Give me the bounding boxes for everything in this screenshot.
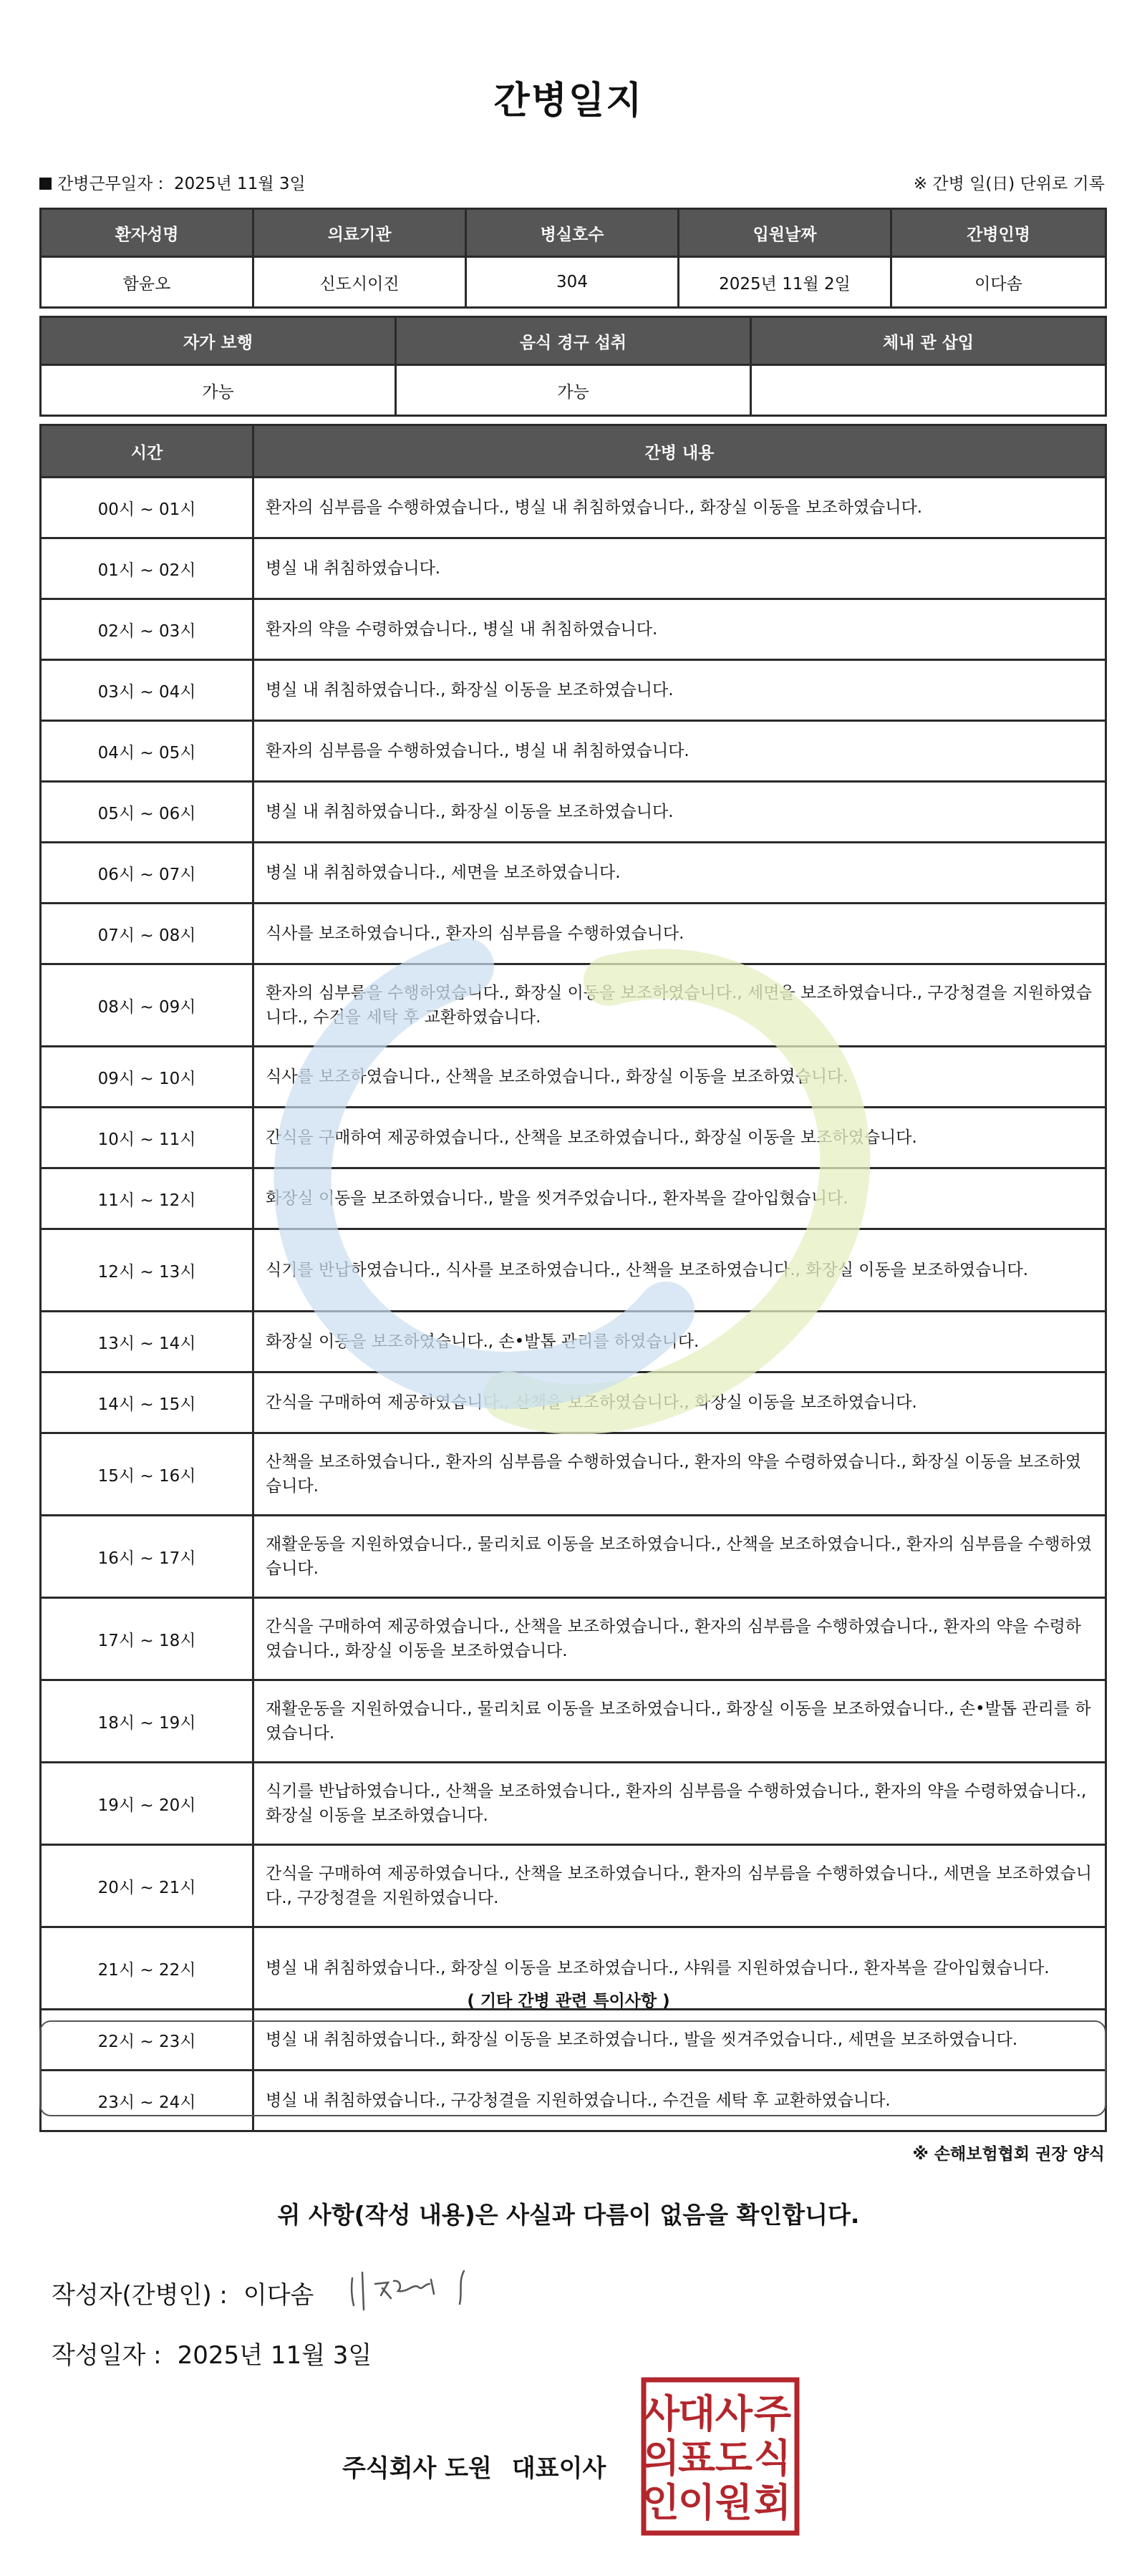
table-row <box>41 1845 1106 1927</box>
time-cell: 15시 ~ 16시 <box>41 1433 253 1516</box>
confirmation-statement: 위 사항(작성 내용)은 사실과 다름이 없음을 확인합니다. <box>277 2201 860 2229</box>
table-row <box>41 660 1106 721</box>
time-cell: 06시 ~ 07시 <box>41 843 253 904</box>
care-content-cell: 환자의 심부름을 수행하였습니다., 병실 내 취침하였습니다., 화장실 이동을 보조하였습니다. <box>253 478 1106 538</box>
time-cell: 07시 ~ 08시 <box>41 904 253 964</box>
seal-glyph: 도 <box>715 2436 753 2481</box>
table-row <box>41 843 1106 904</box>
seal-glyph: 대 <box>677 2391 716 2436</box>
table-row <box>41 1108 1106 1168</box>
admission-date: 2025년 11월 2일 <box>679 257 891 308</box>
table-row <box>41 1047 1106 1108</box>
time-cell: 16시 ~ 17시 <box>41 1516 253 1598</box>
table-row <box>41 1763 1106 1845</box>
hospital-name: 신도시이진 <box>253 257 466 308</box>
care-content-cell: 식기를 반납하였습니다., 산책을 보조하였습니다., 환자의 심부름을 수행하였습니다., 환자의 약을 수령하였습니다., 화장실 이동을 보조하였습니다. <box>253 1763 1106 1845</box>
header-care-content: 간병 내용 <box>253 425 1106 478</box>
seal-glyph: 인 <box>642 2480 680 2525</box>
header-patient-name: 환자성명 <box>41 209 253 257</box>
care-content-cell: 식사를 보조하였습니다., 환자의 심부름을 수행하였습니다. <box>253 904 1106 964</box>
time-cell: 11시 ~ 12시 <box>41 1168 253 1229</box>
square-bullet-icon <box>39 178 52 190</box>
table-row <box>41 1372 1106 1433</box>
seal-glyph: 표 <box>677 2436 716 2481</box>
log-header-row <box>41 425 1106 478</box>
table-row <box>41 599 1106 660</box>
source-note: ※ 손해보험협회 권장 양식 <box>912 2145 1105 2164</box>
header-time: 시간 <box>41 425 253 478</box>
care-content-cell: 병실 내 취침하였습니다., 화장실 이동을 보조하였습니다. <box>253 660 1106 721</box>
header-room-number: 병실호수 <box>466 209 679 257</box>
table-row <box>41 1516 1106 1598</box>
time-cell: 08시 ~ 09시 <box>41 964 253 1047</box>
writer-line <box>52 2275 314 2310</box>
time-cell: 21시 ~ 22시 <box>41 1927 253 2010</box>
care-log-table <box>39 424 1107 2132</box>
time-cell: 03시 ~ 04시 <box>41 660 253 721</box>
company-seal-stamp <box>641 2377 800 2536</box>
document-title: 간병일지 <box>493 79 644 122</box>
unit-note: ※ 간병 일(日) 단위로 기록 <box>913 175 1105 193</box>
table-row <box>41 1598 1106 1680</box>
write-date-line <box>52 2335 372 2371</box>
status-header-row <box>41 317 1106 365</box>
care-content-cell: 간식을 구매하여 제공하였습니다., 산책을 보조하였습니다., 환자의 심부름을 수행하였습니다., 환자의 약을 수령하였습니다., 화장실 이동을 보조하였습니다. <box>253 1598 1106 1680</box>
care-content-cell: 병실 내 취침하였습니다., 화장실 이동을 보조하였습니다., 발을 씻겨주었습니다., 세면을 보조하였습니다. <box>253 2010 1106 2071</box>
time-cell: 22시 ~ 23시 <box>41 2010 253 2071</box>
care-content-cell: 병실 내 취침하였습니다., 화장실 이동을 보조하였습니다. <box>253 782 1106 843</box>
company-representative: 대표이사 <box>511 2454 606 2483</box>
table-row <box>41 1312 1106 1372</box>
table-row <box>41 1229 1106 1312</box>
writer-label: 작성자(간병인) : <box>52 2281 228 2310</box>
care-content-cell: 병실 내 취침하였습니다., 세면을 보조하였습니다. <box>253 843 1106 904</box>
care-content-cell: 화장실 이동을 보조하였습니다., 손•발톱 관리를 하였습니다. <box>253 1312 1106 1372</box>
company-line <box>342 2449 606 2484</box>
care-content-cell: 간식을 구매하여 제공하였습니다., 산책을 보조하였습니다., 화장실 이동을 보조하였습니다. <box>253 1108 1106 1168</box>
oral-intake-value: 가능 <box>396 365 751 416</box>
table-row <box>41 964 1106 1047</box>
time-cell: 14시 ~ 15시 <box>41 1372 253 1433</box>
writer-name: 이다솜 <box>243 2281 314 2310</box>
write-date-value: 2025년 11월 3일 <box>177 2341 372 2370</box>
patient-info-table <box>39 208 1107 309</box>
seal-glyph: 원 <box>715 2480 753 2525</box>
seal-glyph: 주 <box>753 2391 792 2436</box>
seal-glyph: 이 <box>677 2480 716 2525</box>
patient-header-row <box>41 209 1106 257</box>
care-content-cell: 재활운동을 지원하였습니다., 물리치료 이동을 보조하였습니다., 산책을 보조하였습니다., 환자의 심부름을 수행하였습니다. <box>253 1516 1106 1598</box>
handwritten-signature <box>344 2262 494 2313</box>
care-content-cell: 환자의 약을 수령하였습니다., 병실 내 취침하였습니다. <box>253 599 1106 660</box>
patient-status-table <box>39 316 1107 417</box>
self-walking-value: 가능 <box>41 365 396 416</box>
time-cell: 19시 ~ 20시 <box>41 1763 253 1845</box>
care-content-cell: 환자의 심부름을 수행하였습니다., 병실 내 취침하였습니다. <box>253 721 1106 782</box>
time-cell: 10시 ~ 11시 <box>41 1108 253 1168</box>
care-content-cell: 환자의 심부름을 수행하였습니다., 화장실 이동을 보조하였습니다., 세면을 보조하였습니다., 구강청결을 지원하였습니다., 수건을 세탁 후 교환하였습니다. <box>253 964 1106 1047</box>
patient-value-row <box>41 257 1106 308</box>
status-value-row <box>41 365 1106 416</box>
table-row <box>41 1433 1106 1516</box>
table-row <box>41 1680 1106 1763</box>
time-cell: 02시 ~ 03시 <box>41 599 253 660</box>
table-row <box>41 721 1106 782</box>
care-content-cell: 식기를 반납하였습니다., 식사를 보조하였습니다., 산책을 보조하였습니다., 화장실 이동을 보조하였습니다. <box>253 1229 1106 1312</box>
header-oral-intake: 음식 경구 섭취 <box>396 317 751 365</box>
table-row <box>41 782 1106 843</box>
header-tube-insertion: 체내 관 삽입 <box>751 317 1106 365</box>
time-cell: 12시 ~ 13시 <box>41 1229 253 1312</box>
time-cell: 05시 ~ 06시 <box>41 782 253 843</box>
care-content-cell: 간식을 구매하여 제공하였습니다., 산책을 보조하였습니다., 환자의 심부름을 수행하였습니다., 세면을 보조하였습니다., 구강청결을 지원하였습니다. <box>253 1845 1106 1927</box>
seal-glyph: 의 <box>642 2436 680 2481</box>
seal-glyph: 사 <box>715 2391 753 2436</box>
table-row <box>41 1168 1106 1229</box>
care-content-cell: 간식을 구매하여 제공하였습니다., 산책을 보조하였습니다., 화장실 이동을 보조하였습니다. <box>253 1372 1106 1433</box>
company-name: 주식회사 도원 <box>342 2454 492 2483</box>
work-date <box>39 170 306 194</box>
time-cell: 09시 ~ 10시 <box>41 1047 253 1108</box>
work-date-value: 2025년 11월 3일 <box>174 175 306 193</box>
seal-glyph: 사 <box>642 2391 680 2436</box>
time-cell: 01시 ~ 02시 <box>41 538 253 599</box>
tube-insertion-value <box>751 365 1106 416</box>
room-number: 304 <box>466 257 679 308</box>
time-cell: 00시 ~ 01시 <box>41 478 253 538</box>
care-content-cell: 화장실 이동을 보조하였습니다., 발을 씻겨주었습니다., 환자복을 갈아입혔습니다. <box>253 1168 1106 1229</box>
seal-glyph: 회 <box>753 2480 792 2525</box>
table-row <box>41 904 1106 964</box>
header-self-walking: 자가 보행 <box>41 317 396 365</box>
time-cell: 17시 ~ 18시 <box>41 1598 253 1680</box>
caregiver-name: 이다솜 <box>891 257 1106 308</box>
care-content-cell: 병실 내 취침하였습니다. <box>253 538 1106 599</box>
header-admission-date: 입원날짜 <box>679 209 891 257</box>
table-row <box>41 538 1106 599</box>
time-cell: 18시 ~ 19시 <box>41 1680 253 1763</box>
care-content-cell: 식사를 보조하였습니다., 산책을 보조하였습니다., 화장실 이동을 보조하였습니다. <box>253 1047 1106 1108</box>
time-cell: 13시 ~ 14시 <box>41 1312 253 1372</box>
care-content-cell: 병실 내 취침하였습니다., 화장실 이동을 보조하였습니다., 샤워를 지원하였습니다., 환자복을 갈아입혔습니다. <box>253 1927 1106 2010</box>
patient-name: 함윤오 <box>41 257 253 308</box>
time-cell: 20시 ~ 21시 <box>41 1845 253 1927</box>
remarks-label: ( 기타 간병 관련 특이사항 ) <box>467 1992 670 2010</box>
table-row <box>41 478 1106 538</box>
seal-glyph: 식 <box>753 2436 792 2481</box>
time-cell: 23시 ~ 24시 <box>41 2071 253 2131</box>
info-row <box>39 170 1105 199</box>
header-hospital: 의료기관 <box>253 209 466 257</box>
time-cell: 04시 ~ 05시 <box>41 721 253 782</box>
remarks-box <box>39 2020 1106 2116</box>
work-date-label: 간병근무일자 : <box>57 175 164 193</box>
care-content-cell: 병실 내 취침하였습니다., 구강청결을 지원하였습니다., 수건을 세탁 후 교환하였습니다. <box>253 2071 1106 2131</box>
care-content-cell: 재활운동을 지원하였습니다., 물리치료 이동을 보조하였습니다., 화장실 이동을 보조하였습니다., 손•발톱 관리를 하였습니다. <box>253 1680 1106 1763</box>
header-caregiver-name: 간병인명 <box>891 209 1106 257</box>
write-date-label: 작성일자 : <box>52 2341 162 2370</box>
care-content-cell: 산책을 보조하였습니다., 환자의 심부름을 수행하였습니다., 환자의 약을 수령하였습니다., 화장실 이동을 보조하였습니다. <box>253 1433 1106 1516</box>
